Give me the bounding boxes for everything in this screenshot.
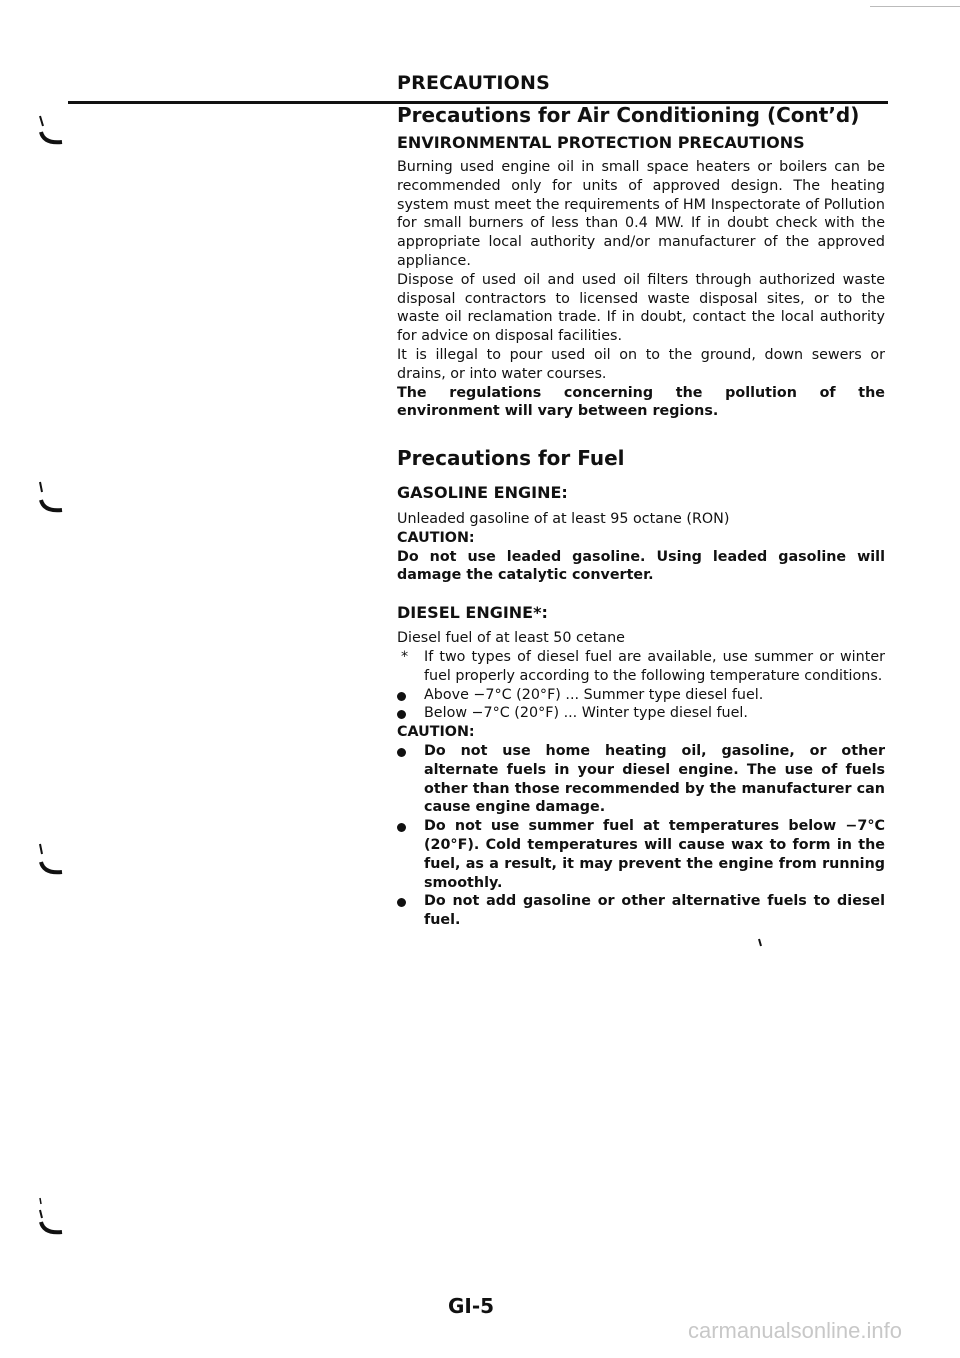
asterisk-mark: * bbox=[401, 648, 409, 665]
caution-item-text: Do not use summer fuel at temperatures below −7°C (20°F). Cold temperatures will cause wax to form in the fuel, as a result, it may prevent the engine from running smoothly. bbox=[424, 818, 885, 891]
ac-paragraph-1: Burning used engine oil in small space heaters or boilers can be recommended only for units of approved design. The heating system must meet the requirements of HM Inspectorate of Pollution for small burners of less than 0.4 MW. If in doubt check with the appropriate local authority and/or manufacturer of the approved appliance. bbox=[397, 159, 885, 269]
bullet-icon bbox=[397, 748, 406, 757]
ac-paragraph-2: Dispose of used oil and used oil filters through authorized waste disposal contractors to licensed waste disposal sites, or to the waste oil reclamation trade. If in doubt, contact the local authority for advice on disposal facilities. bbox=[397, 271, 885, 345]
ac-subtitle: ENVIRONMENTAL PROTECTION PRECAUTIONS bbox=[397, 133, 805, 152]
fuel-section bbox=[397, 446, 885, 930]
caution-item bbox=[397, 817, 885, 892]
section-header: PRECAUTIONS bbox=[397, 72, 550, 94]
diesel-heading: DIESEL ENGINE*: bbox=[397, 603, 548, 623]
caution-item bbox=[397, 742, 885, 817]
list-item bbox=[397, 704, 885, 723]
scan-edge-line bbox=[870, 6, 960, 7]
ac-section bbox=[397, 103, 885, 421]
list-item-text: Below −7°C (20°F) ... Winter type diesel fuel. bbox=[424, 705, 748, 722]
watermark: carmanualsonline.info bbox=[687, 1318, 902, 1343]
diesel-note-text: If two types of diesel fuel are available, use summer or winter fuel properly according to the following temperature conditions. bbox=[424, 648, 885, 684]
list-item-text: Above −7°C (20°F) ... Summer type diesel fuel. bbox=[424, 686, 764, 703]
binding-mark-icon bbox=[36, 1196, 68, 1240]
list-item bbox=[397, 686, 885, 705]
diesel-note bbox=[397, 648, 885, 686]
gasoline-caution-label: CAUTION: bbox=[397, 529, 475, 546]
caution-item-text: Do not add gasoline or other alternative fuels to diesel fuel. bbox=[424, 893, 885, 929]
ac-paragraph-3: It is illegal to pour used oil on to the ground, down sewers or drains, or into water courses. bbox=[397, 346, 885, 382]
ac-paragraph-4: The regulations concerning the pollution of the environment will vary between regions. bbox=[397, 384, 885, 420]
gasoline-caution-text: Do not use leaded gasoline. Using leaded gasoline will damage the catalytic converter. bbox=[397, 548, 885, 584]
binding-mark-icon bbox=[36, 112, 68, 152]
diesel-caution-label: CAUTION: bbox=[397, 724, 475, 741]
binding-mark-icon bbox=[36, 480, 68, 520]
diesel-text: Diesel fuel of at least 50 cetane bbox=[397, 630, 625, 647]
ac-title: Precautions for Air Conditioning (Cont’d) bbox=[397, 103, 860, 127]
caution-item-text: Do not use home heating oil, gasoline, or other alternate fuels in your diesel engine. The use of fuels other than those recommended by the manufacturer can cause engine damage. bbox=[424, 742, 885, 816]
bullet-icon bbox=[397, 710, 406, 719]
bullet-icon bbox=[397, 898, 406, 907]
speck-mark-icon bbox=[756, 938, 764, 948]
gasoline-heading: GASOLINE ENGINE: bbox=[397, 483, 568, 502]
binding-mark-icon bbox=[36, 842, 68, 882]
page-number: GI-5 bbox=[448, 1294, 495, 1318]
gasoline-text: Unleaded gasoline of at least 95 octane (RON) bbox=[397, 511, 730, 527]
bullet-icon bbox=[397, 823, 406, 832]
fuel-title: Precautions for Fuel bbox=[397, 446, 625, 470]
caution-item bbox=[397, 892, 885, 930]
bullet-icon bbox=[397, 692, 406, 701]
